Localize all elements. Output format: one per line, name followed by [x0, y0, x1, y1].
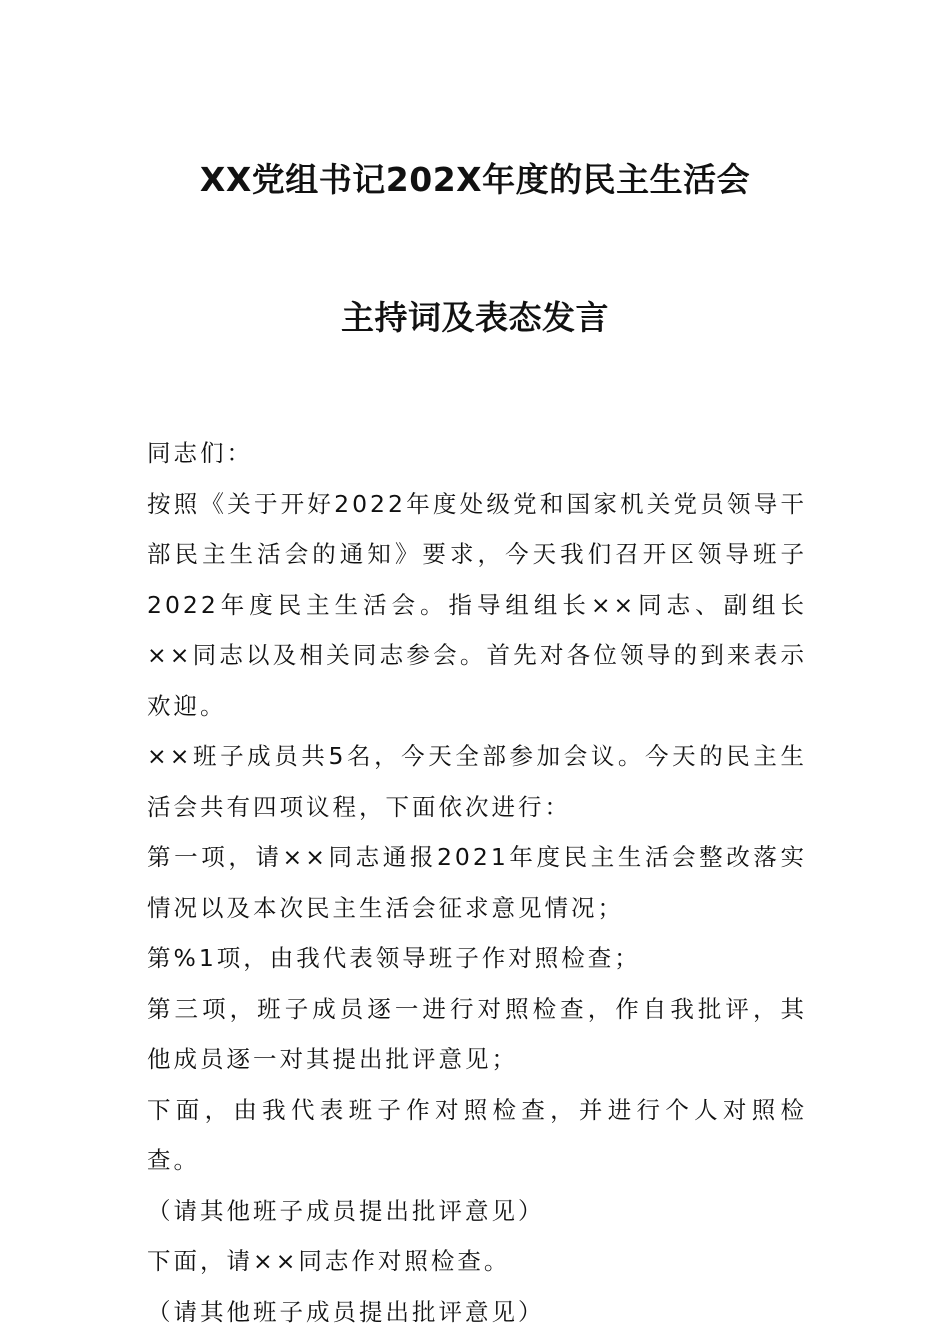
- paragraph: 按照《关于开好2022年度处级党和国家机关党员领导干部民主生活会的通知》要求，今天我们召开区领导班子2022年度民主生活会。指导组组长××同志、副组长××同志以及相关同志参会。首先对各位领导的到来表示欢迎。: [147, 489, 807, 720]
- paragraph: 第一项，请××同志通报2021年度民主生活会整改落实情况以及本次民主生活会征求意见情况；: [147, 843, 807, 922]
- paragraph: 下面，请××同志作对照检查。: [147, 1247, 511, 1275]
- paragraph: ××班子成员共5名，今天全部参加会议。今天的民主生活会共有四项议程，下面依次进行：: [147, 742, 807, 821]
- document-subtitle: 主持词及表态发言: [341, 298, 609, 337]
- paragraph: 第%1项，由我代表领导班子作对照检查；: [147, 944, 641, 972]
- paragraph: （请其他班子成员提出批评意见）: [147, 1297, 545, 1326]
- paragraph: 下面，由我代表班子作对照检查，并进行个人对照检查。: [147, 1095, 807, 1174]
- paragraph: 第三项，班子成员逐一进行对照检查，作自我批评，其他成员逐一对其提出批评意见；: [147, 994, 807, 1073]
- document-body: [147, 428, 807, 1337]
- paragraph: （请其他班子成员提出批评意见）: [147, 1196, 545, 1225]
- paragraph-salutation: 同志们：: [147, 439, 253, 467]
- document-title: XX党组书记202X年度的民主生活会: [199, 160, 751, 199]
